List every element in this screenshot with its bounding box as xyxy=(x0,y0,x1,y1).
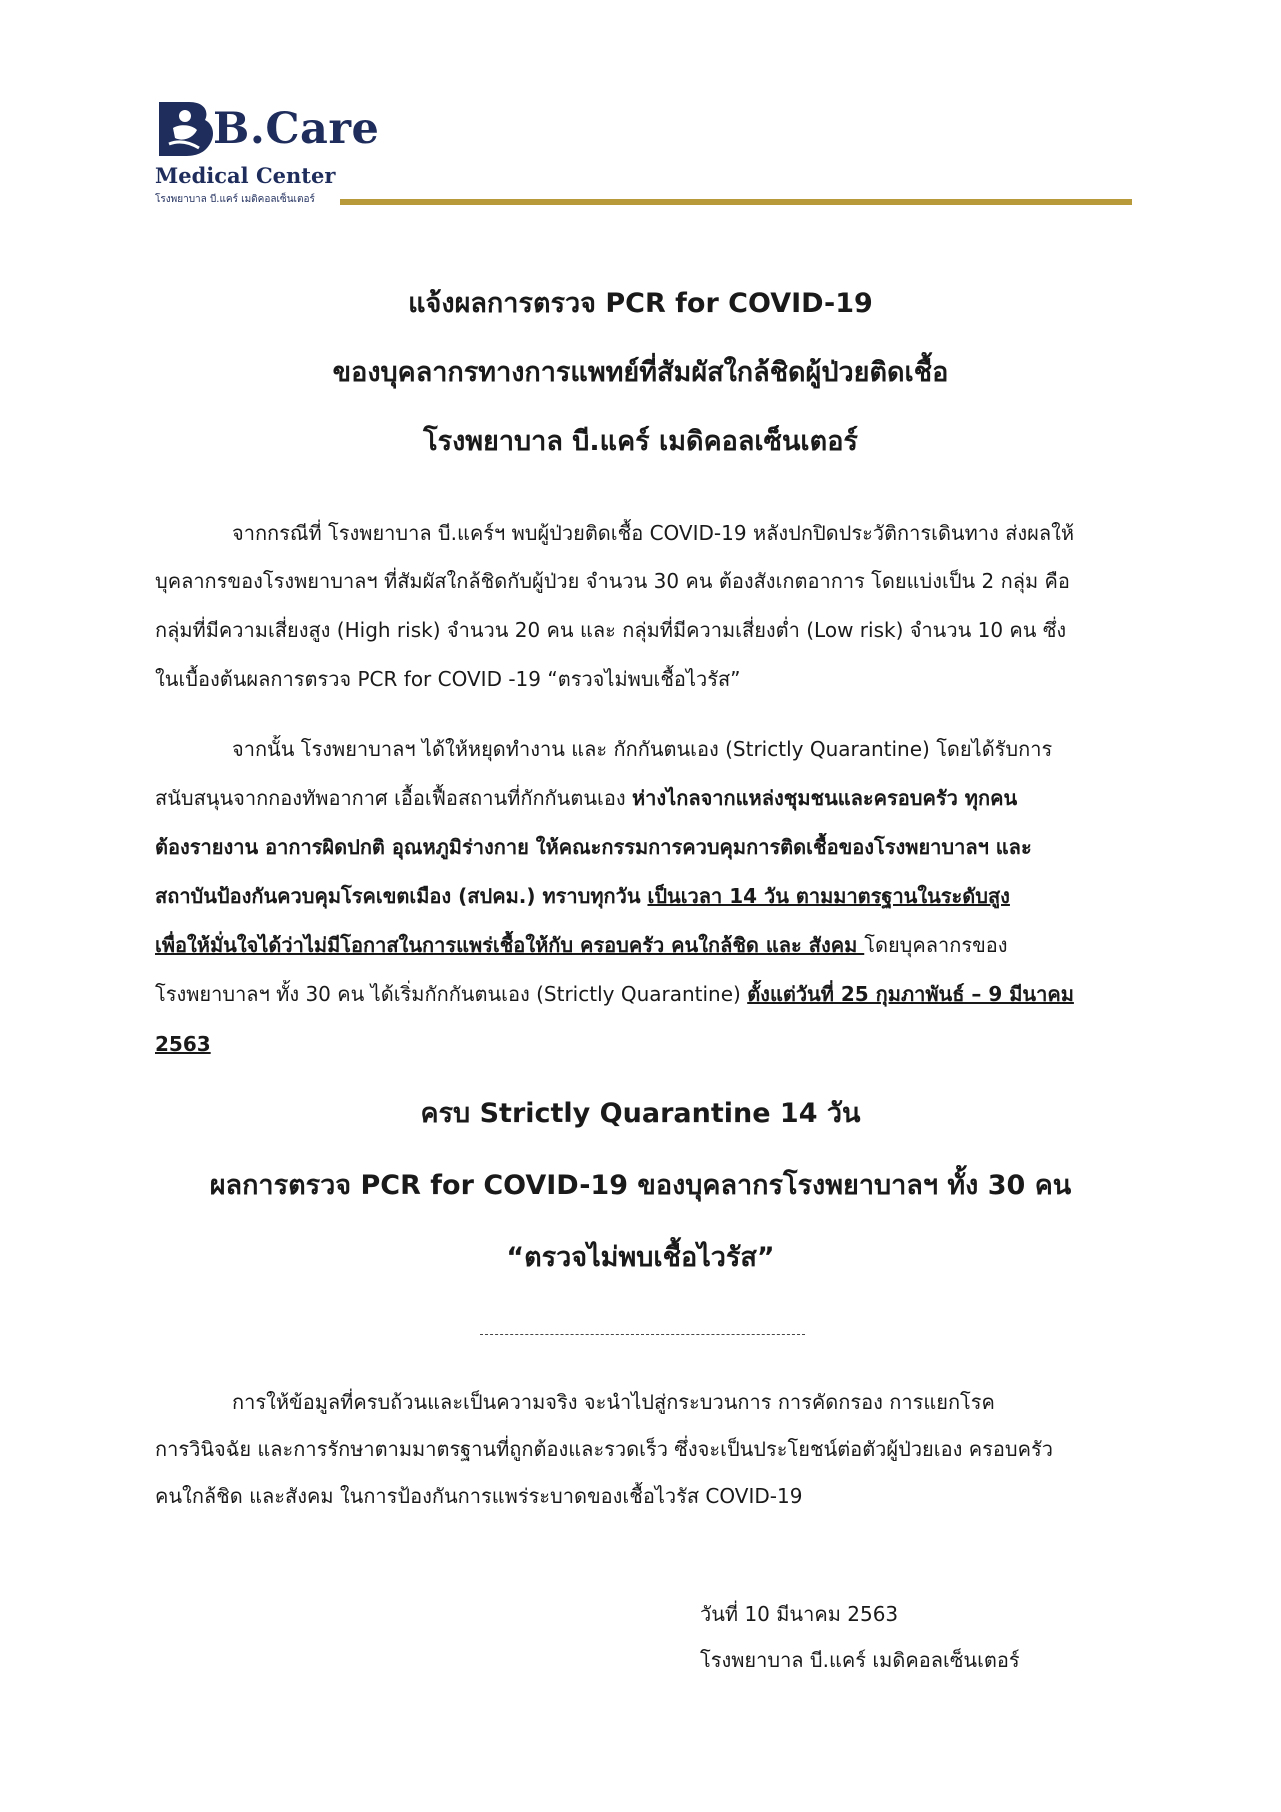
para2-line-6-normal: โรงพยาบาลฯ ทั้ง 30 คน ได้เริ่มกักกันตนเอง (Strictly Quarantine) xyxy=(155,982,748,1006)
para1-line-3: กลุ่มที่มีความเสี่ยงสูง (High risk) จำนวน 20 คน และ กลุ่มที่มีความเสี่ยงต่ำ (Low risk) จำนวน 10 คน ซึ่ง xyxy=(155,618,1067,642)
para2-line-7: 2563 xyxy=(155,1032,211,1056)
para2-line-1: จากนั้น โรงพยาบาลฯ ได้ให้หยุดทำงาน และ กักกันตนเอง (Strictly Quarantine) โดยได้รับการ xyxy=(232,737,1053,761)
para2-line-5-underlined: เพื่อให้มั่นใจได้ว่าไม่มีโอกาสในการแพร่เชื้อให้กับ ครอบครัว คนใกล้ชิด และ สังคม xyxy=(155,933,865,957)
para2-line-3: ต้องรายงาน อาการผิดปกติ อุณหภูมิร่างกาย ให้คณะกรรมการควบคุมการติดเชื้อของโรงพยาบาลฯ และ xyxy=(155,835,1032,859)
header-gold-rule xyxy=(340,199,1132,205)
para1-line-4: ในเบื้องต้นผลการตรวจ PCR for COVID -19 “ตรวจไม่พบเชื้อไวรัส” xyxy=(155,667,741,691)
para1-line-1: จากกรณีที่ โรงพยาบาล บี.แคร์ฯ พบผู้ป่วยติดเชื้อ COVID-19 หลังปกปิดประวัติการเดินทาง ส่งผลให้ xyxy=(232,521,1075,545)
logo-thai-text: โรงพยาบาล บี.แคร์ เมดิคอลเซ็นเตอร์ xyxy=(155,194,315,205)
para2-line-4-bold: สถาบันป้องกันควบคุมโรคเขตเมือง (สปคม.) ทราบทุกวัน xyxy=(155,884,648,908)
result-line-1: ครบ Strictly Quarantine 14 วัน xyxy=(420,1098,861,1129)
title-line-3: โรงพยาบาล บี.แคร์ เมดิคอลเซ็นเตอร์ xyxy=(423,426,858,457)
para3-line-3: คนใกล้ชิด และสังคม ในการป้องกันการแพร่ระบาดของเชื้อไวรัส COVID-19 xyxy=(155,1484,803,1508)
section-divider xyxy=(480,1334,805,1335)
para2-line-4 xyxy=(155,882,1130,910)
para1-line-2: บุคลากรของโรงพยาบาลฯ ที่สัมผัสใกล้ชิดกับผู้ป่วย จำนวน 30 คน ต้องสังเกตอาการ โดยแบ่งเป็น 2 กลุ่ม คือ xyxy=(155,569,1070,593)
hospital-logo xyxy=(155,98,380,213)
para2-line-5-normal: โดยบุคลากรของ xyxy=(864,933,1008,957)
title-line-2: ของบุคลากรทางการแพทย์ที่สัมผัสใกล้ชิดผู้ป่วยติดเชื้อ xyxy=(332,357,949,388)
para2-line-2-normal: สนับสนุนจากกองทัพอากาศ เอื้อเฟื้อสถานที่กักกันตนเอง xyxy=(155,786,632,810)
logo-medical-center-text: Medical Center xyxy=(155,163,336,188)
result-line-2: ผลการตรวจ PCR for COVID-19 ของบุคลากรโรงพยาบาลฯ ทั้ง 30 คน xyxy=(209,1170,1072,1201)
logo-care-text: B.Care xyxy=(213,104,380,154)
result-line-3: “ตรวจไม่พบเชื้อไวรัส” xyxy=(506,1242,775,1273)
para2-line-6 xyxy=(155,980,1130,1008)
para2-line-2-bold: ห่างไกลจากแหล่งชุมชนและครอบครัว ทุกคน xyxy=(631,786,1018,810)
para2-line-4-underlined: เป็นเวลา 14 วัน ตามมาตรฐานในระดับสูง xyxy=(647,884,1010,908)
signature-date: วันที่ 10 มีนาคม 2563 xyxy=(700,1602,899,1626)
para2-line-6-underlined: ตั้งแต่วันที่ 25 กุมภาพันธ์ – 9 มีนาคม xyxy=(747,982,1074,1006)
signature-organization: โรงพยาบาล บี.แคร์ เมดิคอลเซ็นเตอร์ xyxy=(700,1648,1020,1672)
para2-line-2 xyxy=(155,784,1130,812)
logo-b-mark-icon xyxy=(155,98,219,162)
title-line-1: แจ้งผลการตรวจ PCR for COVID-19 xyxy=(408,288,873,319)
para2-line-5 xyxy=(155,931,1130,959)
para3-line-2: การวินิจฉัย และการรักษาตามมาตรฐานที่ถูกต้องและรวดเร็ว ซึ่งจะเป็นประโยชน์ต่อตัวผู้ป่วยเอง ครอบครัว xyxy=(155,1437,1053,1461)
para3-line-1: การให้ข้อมูลที่ครบถ้วนและเป็นความจริง จะนำไปสู่กระบวนการ การคัดกรอง การแยกโรค xyxy=(232,1390,995,1414)
